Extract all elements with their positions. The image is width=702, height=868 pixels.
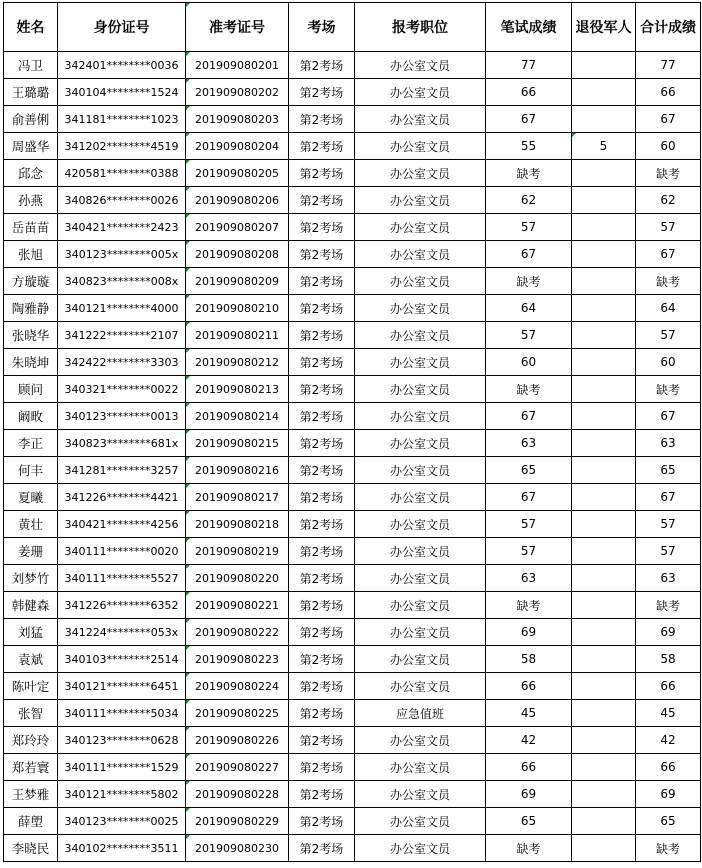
cell-exam-room: 第2考场 <box>289 754 355 781</box>
cell-ticket-number: 201909080206 <box>186 187 289 214</box>
cell-veteran <box>572 241 636 268</box>
cell-ticket-number: 201909080208 <box>186 241 289 268</box>
cell-ticket-number: 201909080218 <box>186 511 289 538</box>
cell-veteran <box>572 781 636 808</box>
table-row <box>4 484 701 511</box>
cell-ticket-number: 201909080210 <box>186 295 289 322</box>
cell-total-score: 65 <box>636 808 701 835</box>
cell-position: 办公室文员 <box>355 565 486 592</box>
cell-name: 张旭 <box>4 241 58 268</box>
cell-position: 办公室文员 <box>355 808 486 835</box>
cell-id-number: 341226********4421 <box>58 484 186 511</box>
cell-position: 办公室文员 <box>355 430 486 457</box>
cell-exam-room: 第2考场 <box>289 295 355 322</box>
cell-id-number: 340103********2514 <box>58 646 186 673</box>
table-row <box>4 430 701 457</box>
cell-exam-room: 第2考场 <box>289 79 355 106</box>
cell-exam-room: 第2考场 <box>289 376 355 403</box>
cell-position: 办公室文员 <box>355 268 486 295</box>
cell-id-number: 340111********5034 <box>58 700 186 727</box>
cell-name: 郑玲玲 <box>4 727 58 754</box>
table-row <box>4 511 701 538</box>
cell-exam-room: 第2考场 <box>289 700 355 727</box>
cell-id-number: 341226********6352 <box>58 592 186 619</box>
cell-ticket-number: 201909080213 <box>186 376 289 403</box>
cell-name: 袁斌 <box>4 646 58 673</box>
cell-exam-room: 第2考场 <box>289 430 355 457</box>
cell-veteran <box>572 484 636 511</box>
cell-position: 办公室文员 <box>355 673 486 700</box>
cell-position: 办公室文员 <box>355 457 486 484</box>
cell-written-score: 缺考 <box>486 268 572 295</box>
cell-veteran: 5 <box>572 133 636 160</box>
cell-position: 办公室文员 <box>355 133 486 160</box>
cell-veteran <box>572 106 636 133</box>
table-row <box>4 403 701 430</box>
header-position: 报考职位 <box>355 3 486 52</box>
cell-written-score: 67 <box>486 106 572 133</box>
cell-position: 办公室文员 <box>355 511 486 538</box>
cell-veteran <box>572 187 636 214</box>
cell-position: 办公室文员 <box>355 160 486 187</box>
cell-written-score: 缺考 <box>486 592 572 619</box>
cell-total-score: 66 <box>636 79 701 106</box>
cell-exam-room: 第2考场 <box>289 241 355 268</box>
cell-id-number: 340121********4000 <box>58 295 186 322</box>
cell-written-score: 57 <box>486 511 572 538</box>
cell-veteran <box>572 214 636 241</box>
cell-ticket-number: 201909080219 <box>186 538 289 565</box>
cell-written-score: 69 <box>486 619 572 646</box>
cell-veteran <box>572 835 636 862</box>
cell-exam-room: 第2考场 <box>289 565 355 592</box>
table-row <box>4 133 701 160</box>
cell-name: 方璇璇 <box>4 268 58 295</box>
cell-exam-room: 第2考场 <box>289 160 355 187</box>
cell-veteran <box>572 295 636 322</box>
table-row <box>4 295 701 322</box>
cell-veteran <box>572 403 636 430</box>
cell-id-number: 340123********0013 <box>58 403 186 430</box>
cell-total-score: 66 <box>636 754 701 781</box>
cell-total-score: 67 <box>636 106 701 133</box>
cell-exam-room: 第2考场 <box>289 511 355 538</box>
cell-id-number: 420581********0388 <box>58 160 186 187</box>
table-body <box>4 52 701 862</box>
cell-veteran <box>572 727 636 754</box>
table-row <box>4 214 701 241</box>
cell-veteran <box>572 511 636 538</box>
cell-name: 邱念 <box>4 160 58 187</box>
cell-name: 陶雅静 <box>4 295 58 322</box>
cell-name: 何丰 <box>4 457 58 484</box>
cell-total-score: 63 <box>636 565 701 592</box>
cell-position: 应急值班 <box>355 700 486 727</box>
cell-name: 张晓华 <box>4 322 58 349</box>
cell-total-score: 缺考 <box>636 268 701 295</box>
cell-written-score: 42 <box>486 727 572 754</box>
table-row <box>4 160 701 187</box>
cell-name: 王梦雅 <box>4 781 58 808</box>
cell-exam-room: 第2考场 <box>289 538 355 565</box>
cell-total-score: 60 <box>636 133 701 160</box>
cell-exam-room: 第2考场 <box>289 808 355 835</box>
cell-id-number: 342401********0036 <box>58 52 186 79</box>
cell-ticket-number: 201909080216 <box>186 457 289 484</box>
cell-written-score: 66 <box>486 754 572 781</box>
cell-veteran <box>572 754 636 781</box>
cell-position: 办公室文员 <box>355 403 486 430</box>
cell-position: 办公室文员 <box>355 484 486 511</box>
cell-written-score: 57 <box>486 538 572 565</box>
cell-id-number: 340321********0022 <box>58 376 186 403</box>
cell-veteran <box>572 538 636 565</box>
cell-written-score: 66 <box>486 673 572 700</box>
cell-written-score: 缺考 <box>486 160 572 187</box>
cell-ticket-number: 201909080222 <box>186 619 289 646</box>
cell-name: 顾问 <box>4 376 58 403</box>
cell-ticket-number: 201909080212 <box>186 349 289 376</box>
cell-ticket-number: 201909080217 <box>186 484 289 511</box>
table-row <box>4 727 701 754</box>
cell-position: 办公室文员 <box>355 187 486 214</box>
cell-ticket-number: 201909080220 <box>186 565 289 592</box>
cell-position: 办公室文员 <box>355 619 486 646</box>
cell-ticket-number: 201909080209 <box>186 268 289 295</box>
score-table <box>3 2 701 862</box>
cell-id-number: 342422********3303 <box>58 349 186 376</box>
cell-position: 办公室文员 <box>355 295 486 322</box>
cell-exam-room: 第2考场 <box>289 457 355 484</box>
cell-total-score: 42 <box>636 727 701 754</box>
table-row <box>4 538 701 565</box>
cell-veteran <box>572 457 636 484</box>
table-row <box>4 565 701 592</box>
cell-name: 张智 <box>4 700 58 727</box>
cell-veteran <box>572 673 636 700</box>
cell-id-number: 340826********0026 <box>58 187 186 214</box>
cell-id-number: 340823********008x <box>58 268 186 295</box>
cell-total-score: 57 <box>636 538 701 565</box>
cell-position: 办公室文员 <box>355 241 486 268</box>
cell-written-score: 65 <box>486 808 572 835</box>
cell-written-score: 缺考 <box>486 376 572 403</box>
cell-position: 办公室文员 <box>355 376 486 403</box>
table-row <box>4 781 701 808</box>
cell-ticket-number: 201909080225 <box>186 700 289 727</box>
cell-ticket-number: 201909080226 <box>186 727 289 754</box>
cell-id-number: 341222********2107 <box>58 322 186 349</box>
table-row <box>4 754 701 781</box>
cell-name: 冯卫 <box>4 52 58 79</box>
header-total-score: 合计成绩 <box>636 3 701 52</box>
cell-id-number: 341202********4519 <box>58 133 186 160</box>
cell-id-number: 340102********3511 <box>58 835 186 862</box>
cell-written-score: 57 <box>486 214 572 241</box>
cell-ticket-number: 201909080211 <box>186 322 289 349</box>
cell-id-number: 340421********4256 <box>58 511 186 538</box>
cell-position: 办公室文员 <box>355 646 486 673</box>
cell-total-score: 45 <box>636 700 701 727</box>
cell-id-number: 340123********005x <box>58 241 186 268</box>
cell-veteran <box>572 268 636 295</box>
cell-exam-room: 第2考场 <box>289 727 355 754</box>
cell-ticket-number: 201909080230 <box>186 835 289 862</box>
cell-name: 俞善俐 <box>4 106 58 133</box>
table-row <box>4 106 701 133</box>
cell-total-score: 缺考 <box>636 376 701 403</box>
cell-total-score: 58 <box>636 646 701 673</box>
cell-id-number: 340111********1529 <box>58 754 186 781</box>
cell-exam-room: 第2考场 <box>289 781 355 808</box>
cell-total-score: 67 <box>636 484 701 511</box>
cell-exam-room: 第2考场 <box>289 322 355 349</box>
cell-name: 刘猛 <box>4 619 58 646</box>
cell-position: 办公室文员 <box>355 79 486 106</box>
cell-exam-room: 第2考场 <box>289 619 355 646</box>
table-row <box>4 268 701 295</box>
cell-position: 办公室文员 <box>355 214 486 241</box>
table-row <box>4 700 701 727</box>
table-row <box>4 322 701 349</box>
cell-veteran <box>572 565 636 592</box>
cell-veteran <box>572 349 636 376</box>
cell-total-score: 缺考 <box>636 835 701 862</box>
cell-exam-room: 第2考场 <box>289 484 355 511</box>
table-row <box>4 673 701 700</box>
cell-exam-room: 第2考场 <box>289 268 355 295</box>
cell-name: 姜珊 <box>4 538 58 565</box>
cell-id-number: 340111********0020 <box>58 538 186 565</box>
cell-veteran <box>572 52 636 79</box>
cell-written-score: 62 <box>486 187 572 214</box>
cell-written-score: 缺考 <box>486 835 572 862</box>
cell-written-score: 63 <box>486 565 572 592</box>
cell-written-score: 63 <box>486 430 572 457</box>
cell-ticket-number: 201909080223 <box>186 646 289 673</box>
table-row <box>4 835 701 862</box>
header-veteran: 退役军人 <box>572 3 636 52</box>
cell-veteran <box>572 700 636 727</box>
cell-total-score: 64 <box>636 295 701 322</box>
header-name: 姓名 <box>4 3 58 52</box>
cell-written-score: 69 <box>486 781 572 808</box>
cell-total-score: 缺考 <box>636 160 701 187</box>
cell-ticket-number: 201909080202 <box>186 79 289 106</box>
cell-id-number: 340123********0025 <box>58 808 186 835</box>
cell-total-score: 66 <box>636 673 701 700</box>
cell-ticket-number: 201909080227 <box>186 754 289 781</box>
cell-total-score: 60 <box>636 349 701 376</box>
table-row <box>4 457 701 484</box>
cell-written-score: 57 <box>486 322 572 349</box>
cell-exam-room: 第2考场 <box>289 349 355 376</box>
cell-name: 李晓民 <box>4 835 58 862</box>
cell-name: 陈叶定 <box>4 673 58 700</box>
cell-position: 办公室文员 <box>355 106 486 133</box>
cell-id-number: 340823********681x <box>58 430 186 457</box>
table-row <box>4 592 701 619</box>
cell-veteran <box>572 592 636 619</box>
cell-total-score: 69 <box>636 619 701 646</box>
table-row <box>4 52 701 79</box>
cell-exam-room: 第2考场 <box>289 214 355 241</box>
table-row <box>4 376 701 403</box>
table-row <box>4 619 701 646</box>
cell-veteran <box>572 79 636 106</box>
cell-name: 黄壮 <box>4 511 58 538</box>
cell-name: 郑若寰 <box>4 754 58 781</box>
header-ticket-number: 准考证号 <box>186 3 289 52</box>
cell-ticket-number: 201909080201 <box>186 52 289 79</box>
cell-ticket-number: 201909080224 <box>186 673 289 700</box>
cell-total-score: 77 <box>636 52 701 79</box>
cell-exam-room: 第2考场 <box>289 187 355 214</box>
cell-name: 刘梦竹 <box>4 565 58 592</box>
cell-ticket-number: 201909080221 <box>186 592 289 619</box>
cell-exam-room: 第2考场 <box>289 106 355 133</box>
table-row <box>4 349 701 376</box>
cell-id-number: 341181********1023 <box>58 106 186 133</box>
cell-name: 李正 <box>4 430 58 457</box>
header-exam-room: 考场 <box>289 3 355 52</box>
cell-name: 夏曦 <box>4 484 58 511</box>
cell-name: 岳苗苗 <box>4 214 58 241</box>
cell-id-number: 341224********053x <box>58 619 186 646</box>
cell-position: 办公室文员 <box>355 835 486 862</box>
table-row <box>4 241 701 268</box>
cell-written-score: 67 <box>486 403 572 430</box>
cell-id-number: 340104********1524 <box>58 79 186 106</box>
cell-exam-room: 第2考场 <box>289 835 355 862</box>
cell-ticket-number: 201909080215 <box>186 430 289 457</box>
cell-exam-room: 第2考场 <box>289 592 355 619</box>
cell-total-score: 63 <box>636 430 701 457</box>
cell-veteran <box>572 376 636 403</box>
cell-total-score: 57 <box>636 322 701 349</box>
cell-ticket-number: 201909080207 <box>186 214 289 241</box>
cell-written-score: 67 <box>486 484 572 511</box>
header-row <box>4 3 701 52</box>
cell-veteran <box>572 322 636 349</box>
table-row <box>4 646 701 673</box>
cell-ticket-number: 201909080204 <box>186 133 289 160</box>
cell-total-score: 62 <box>636 187 701 214</box>
cell-ticket-number: 201909080205 <box>186 160 289 187</box>
cell-id-number: 340111********5527 <box>58 565 186 592</box>
cell-exam-room: 第2考场 <box>289 646 355 673</box>
cell-position: 办公室文员 <box>355 349 486 376</box>
cell-id-number: 340123********0628 <box>58 727 186 754</box>
cell-written-score: 77 <box>486 52 572 79</box>
cell-name: 韩健森 <box>4 592 58 619</box>
cell-position: 办公室文员 <box>355 322 486 349</box>
cell-id-number: 340421********2423 <box>58 214 186 241</box>
cell-ticket-number: 201909080229 <box>186 808 289 835</box>
cell-total-score: 69 <box>636 781 701 808</box>
cell-written-score: 67 <box>486 241 572 268</box>
cell-position: 办公室文员 <box>355 781 486 808</box>
cell-exam-room: 第2考场 <box>289 133 355 160</box>
cell-veteran <box>572 619 636 646</box>
cell-veteran <box>572 430 636 457</box>
cell-written-score: 65 <box>486 457 572 484</box>
cell-ticket-number: 201909080228 <box>186 781 289 808</box>
cell-name: 朱晓坤 <box>4 349 58 376</box>
cell-veteran <box>572 808 636 835</box>
cell-name: 孙燕 <box>4 187 58 214</box>
cell-name: 周盛华 <box>4 133 58 160</box>
cell-exam-room: 第2考场 <box>289 403 355 430</box>
cell-id-number: 341281********3257 <box>58 457 186 484</box>
cell-exam-room: 第2考场 <box>289 52 355 79</box>
cell-written-score: 55 <box>486 133 572 160</box>
cell-id-number: 340121********6451 <box>58 673 186 700</box>
cell-name: 薛塱 <box>4 808 58 835</box>
cell-id-number: 340121********5802 <box>58 781 186 808</box>
score-sheet <box>3 2 700 866</box>
header-written-score: 笔试成绩 <box>486 3 572 52</box>
cell-position: 办公室文员 <box>355 52 486 79</box>
cell-total-score: 缺考 <box>636 592 701 619</box>
cell-ticket-number: 201909080214 <box>186 403 289 430</box>
cell-name: 阚畋 <box>4 403 58 430</box>
cell-written-score: 45 <box>486 700 572 727</box>
table-row <box>4 808 701 835</box>
cell-total-score: 67 <box>636 241 701 268</box>
cell-total-score: 65 <box>636 457 701 484</box>
cell-veteran <box>572 646 636 673</box>
cell-total-score: 67 <box>636 403 701 430</box>
table-row <box>4 79 701 106</box>
cell-written-score: 58 <box>486 646 572 673</box>
cell-position: 办公室文员 <box>355 592 486 619</box>
cell-total-score: 57 <box>636 511 701 538</box>
cell-veteran <box>572 160 636 187</box>
cell-total-score: 57 <box>636 214 701 241</box>
cell-written-score: 66 <box>486 79 572 106</box>
table-row <box>4 187 701 214</box>
cell-written-score: 60 <box>486 349 572 376</box>
cell-position: 办公室文员 <box>355 754 486 781</box>
cell-ticket-number: 201909080203 <box>186 106 289 133</box>
cell-written-score: 64 <box>486 295 572 322</box>
header-id-number: 身份证号 <box>58 3 186 52</box>
cell-name: 王璐璐 <box>4 79 58 106</box>
cell-position: 办公室文员 <box>355 727 486 754</box>
cell-exam-room: 第2考场 <box>289 673 355 700</box>
cell-position: 办公室文员 <box>355 538 486 565</box>
